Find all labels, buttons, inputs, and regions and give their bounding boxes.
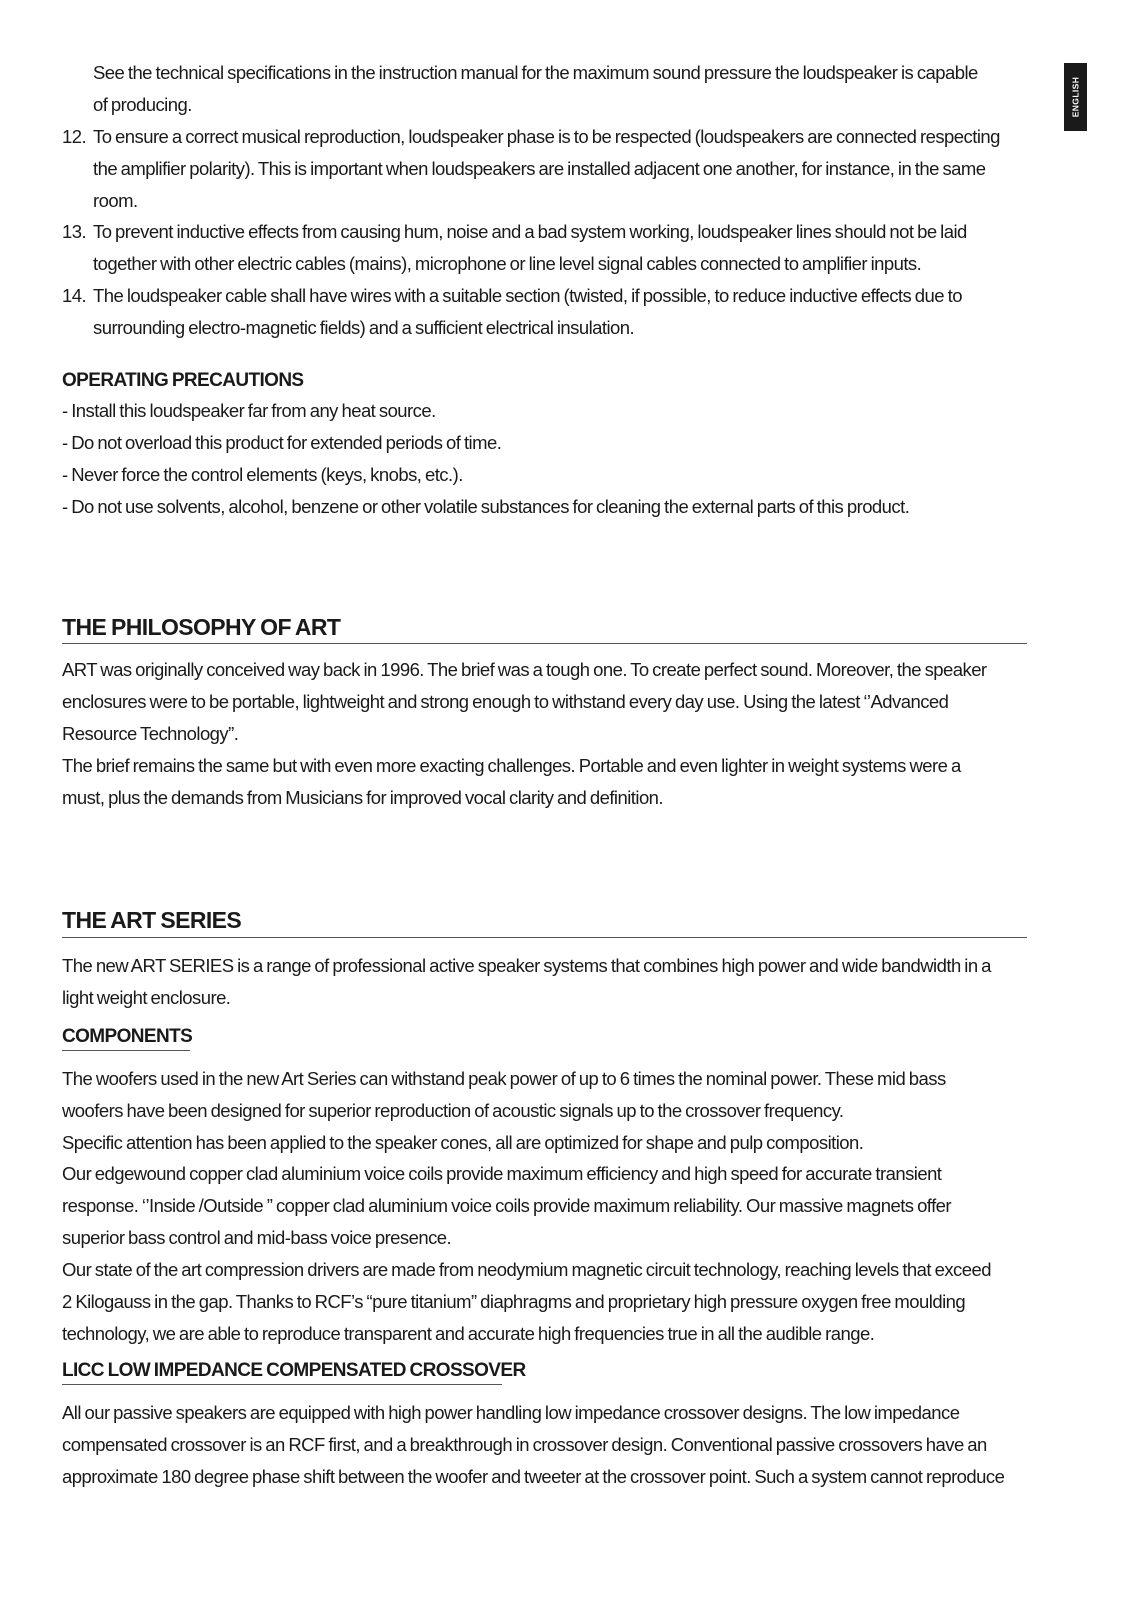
components-line: Our edgewound copper clad aluminium voice coils provide maximum efficiency and high speed for accurate transient [62,1163,942,1184]
licc-line: All our passive speakers are equipped with high power handling low impedance crossover designs. The low impedance [62,1402,960,1423]
components-line: woofers have been designed for superior reproduction of acoustic signals up to the crossover frequency. [62,1100,844,1121]
art-series-heading-rule [62,937,1027,938]
intro-line: See the technical specifications in the instruction manual for the maximum sound pressure the loudspeaker is capable [93,62,978,83]
art-series-line: light weight enclosure. [62,987,231,1008]
philosophy-line: The brief remains the same but with even more exacting challenges. Portable and even lighter in weight systems were a [62,755,961,776]
licc-line: approximate 180 degree phase shift between the woofer and tweeter at the crossover point. Such a system cannot reproduce [62,1466,1005,1487]
components-heading-rule [62,1050,190,1051]
item-number: 13. [62,221,87,242]
philosophy-line: enclosures were to be portable, lightweight and strong enough to withstand every day use. Using the latest ‘’Advanced [62,691,949,712]
licc-heading-rule [62,1384,502,1385]
components-line: response. ‘’Inside /Outside ” copper clad aluminium voice coils provide maximum reliability. Our massive magnets offer [62,1195,952,1216]
item-number: 12. [62,126,87,147]
item-line: the amplifier polarity). This is important when loudspeakers are installed adjacent one another, for instance, in the same [93,158,986,179]
philosophy-heading-rule [62,643,1027,644]
components-line: superior bass control and mid-bass voice presence. [62,1227,452,1248]
licc-line: compensated crossover is an RCF first, and a breakthrough in crossover design. Conventional passive crossovers have an [62,1434,987,1455]
operating-precautions-heading: OPERATING PRECAUTIONS [62,370,304,391]
philosophy-line: Resource Technology”. [62,723,239,744]
components-line: Specific attention has been applied to the speaker cones, all are optimized for shape and pulp composition. [62,1132,864,1153]
precaution-item: - Never force the control elements (keys, knobs, etc.). [62,464,463,485]
art-series-heading: THE ART SERIES [62,907,242,933]
item-number: 14. [62,285,87,306]
item-line: together with other electric cables (mains), microphone or line level signal cables connected to amplifier inputs. [93,253,922,274]
item-line: room. [93,190,138,211]
language-tab [1064,63,1087,131]
item-line: The loudspeaker cable shall have wires with a suitable section (twisted, if possible, to reduce inductive effects due to [93,285,962,306]
precaution-item: - Install this loudspeaker far from any heat source. [62,400,436,421]
components-line: Our state of the art compression drivers are made from neodymium magnetic circuit technology, reaching levels that exceed [62,1259,991,1280]
philosophy-line: must, plus the demands from Musicians for improved vocal clarity and definition. [62,787,664,808]
components-line: technology, we are able to reproduce transparent and accurate high frequencies true in all the audible range. [62,1323,875,1344]
licc-heading: LICC LOW IMPEDANCE COMPENSATED CROSSOVER [62,1360,526,1381]
item-line: surrounding electro-magnetic fields) and a sufficient electrical insulation. [93,317,635,338]
item-line: To prevent inductive effects from causing hum, noise and a bad system working, loudspeaker lines should not be laid [93,221,967,242]
art-series-line: The new ART SERIES is a range of professional active speaker systems that combines high power and wide bandwidth in a [62,955,991,976]
language-tab-label: ENGLISH [1070,76,1081,118]
philosophy-line: ART was originally conceived way back in 1996. The brief was a tough one. To create perfect sound. Moreover, the speaker [62,659,987,680]
components-line: The woofers used in the new Art Series can withstand peak power of up to 6 times the nominal power. These mid bass [62,1068,946,1089]
components-line: 2 Kilogauss in the gap. Thanks to RCF’s “pure titanium” diaphragms and proprietary high pressure oxygen free moulding [62,1291,966,1312]
item-line: To ensure a correct musical reproduction, loudspeaker phase is to be respected (loudspeakers are connected respecting [93,126,1000,147]
components-heading: COMPONENTS [62,1026,193,1047]
precaution-item: - Do not overload this product for extended periods of time. [62,432,502,453]
precaution-item: - Do not use solvents, alcohol, benzene or other volatile substances for cleaning the external parts of this product. [62,496,910,517]
intro-line: of producing. [93,94,192,115]
philosophy-heading: THE PHILOSOPHY OF ART [62,614,341,640]
